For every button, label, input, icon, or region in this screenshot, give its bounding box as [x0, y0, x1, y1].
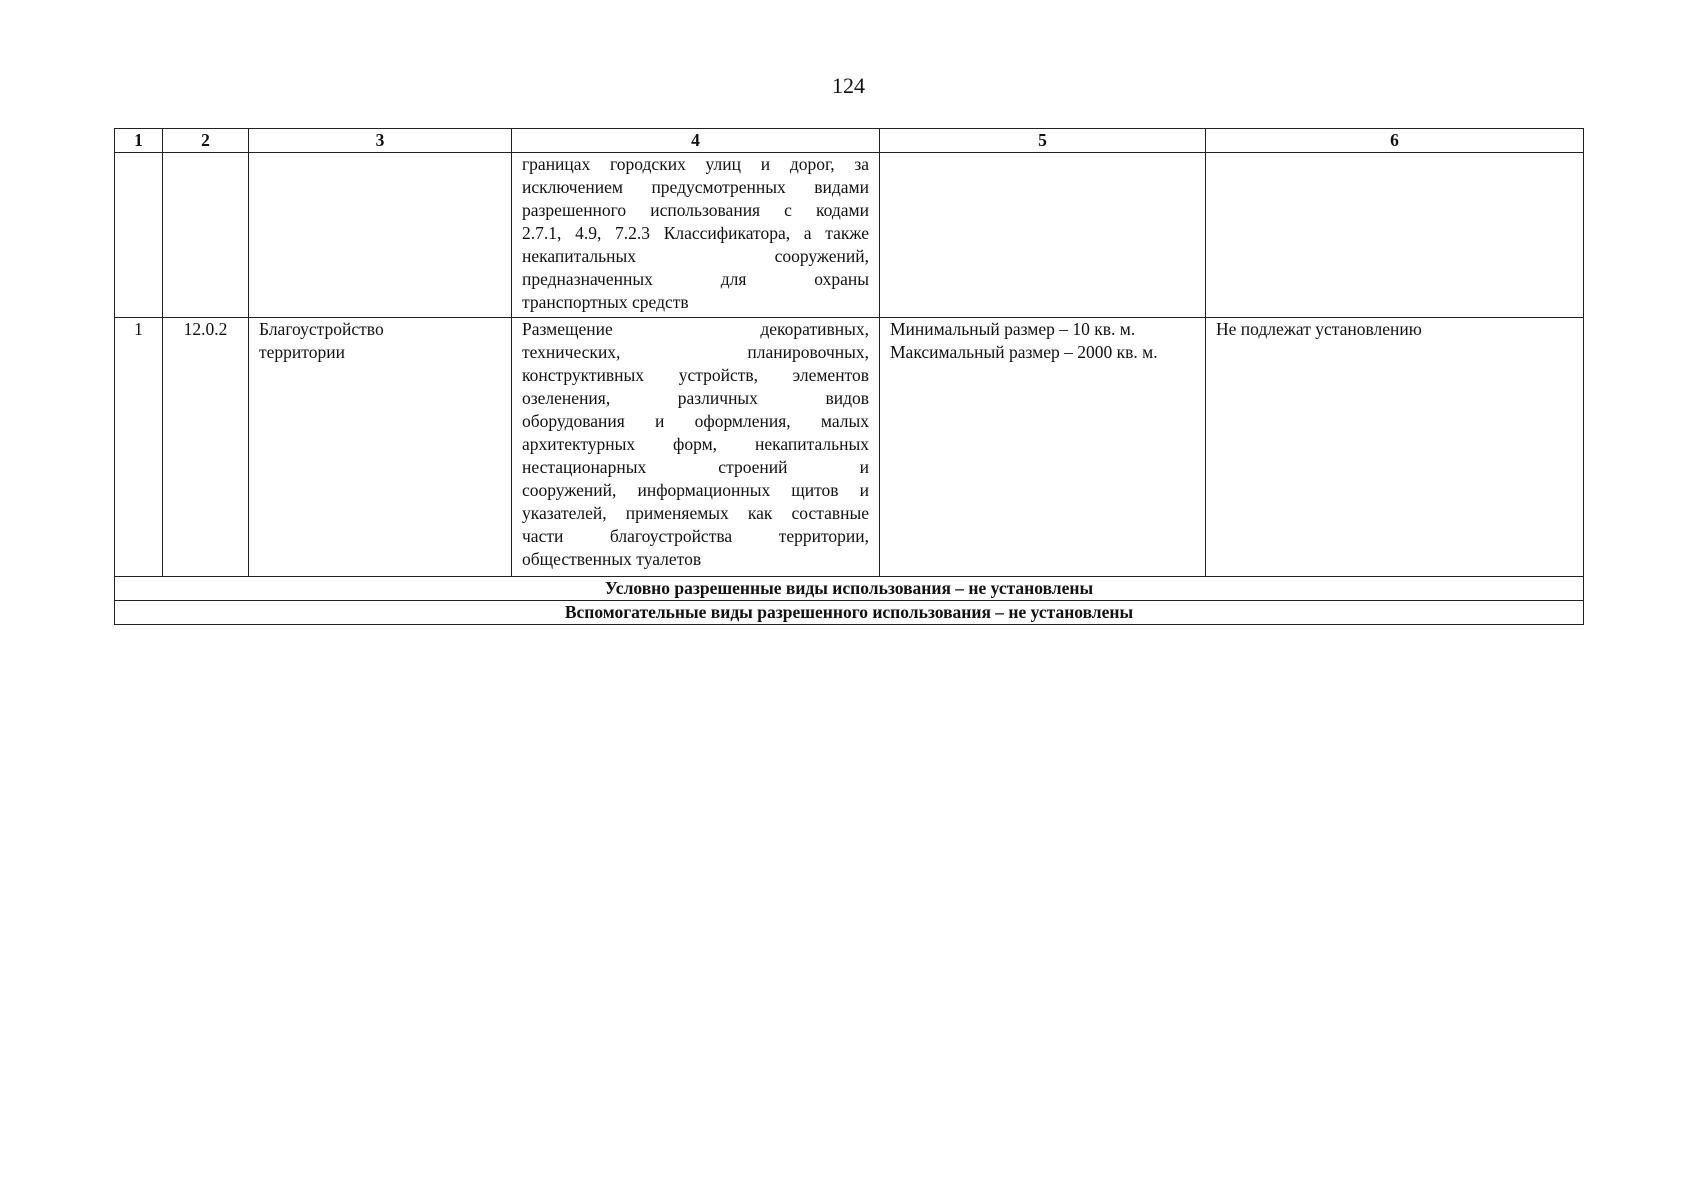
description-line: озеленения, различных видов — [522, 388, 869, 408]
size-line-min: Минимальный размер – 10 кв. м. — [890, 319, 1136, 339]
description-line: некапитальных сооружений, — [522, 246, 869, 266]
header-col-5: 5 — [880, 129, 1206, 153]
row-number-cell — [115, 153, 163, 318]
description-line: сооружений, информационных щитов и — [522, 480, 869, 500]
name-cell — [249, 318, 512, 577]
size-cell — [880, 153, 1206, 318]
conditional-uses-row — [115, 577, 1584, 601]
auxiliary-uses-row — [115, 601, 1584, 625]
description-line: технических, планировочных, — [522, 342, 869, 362]
header-col-6: 6 — [1206, 129, 1584, 153]
row-number-cell: 1 — [115, 318, 163, 577]
description-line: архитектурных форм, некапитальных — [522, 434, 869, 454]
restrictions-cell — [1206, 153, 1584, 318]
header-col-3: 3 — [249, 129, 512, 153]
auxiliary-uses-text: Вспомогательные виды разрешенного использования – не установлены — [115, 601, 1584, 625]
header-col-1: 1 — [115, 129, 163, 153]
description-line: предназначенных для охраны — [522, 269, 869, 289]
header-col-2: 2 — [163, 129, 249, 153]
page-number: 124 — [832, 73, 865, 98]
table-row-main — [115, 318, 1584, 577]
code-cell — [163, 153, 249, 318]
description-line: 2.7.1, 4.9, 7.2.3 Классификатора, а также — [522, 223, 869, 243]
description-line: исключением предусмотренных видами — [522, 177, 869, 197]
description-line: границах городских улиц и дорог, за — [522, 154, 869, 174]
size-cell — [880, 318, 1206, 577]
conditional-uses-text: Условно разрешенные виды использования – не установлены — [115, 577, 1584, 601]
header-row — [115, 129, 1584, 153]
name-cell — [249, 153, 512, 318]
size-line-max: Максимальный размер – 2000 кв. м. — [890, 342, 1158, 362]
description-cell — [512, 318, 880, 577]
table-row-continuation — [115, 153, 1584, 318]
description-line: нестационарных строений и — [522, 457, 869, 477]
description-line: конструктивных устройств, элементов — [522, 365, 869, 385]
description-line: части благоустройства территории, — [522, 526, 869, 546]
description-line: оборудования и оформления, малых — [522, 411, 869, 431]
name-line: Благоустройство — [259, 319, 384, 339]
name-line: территории — [259, 342, 345, 362]
description-line: разрешенного использования с кодами — [522, 200, 869, 220]
description-line: транспортных средств — [522, 292, 689, 312]
description-cell — [512, 153, 880, 318]
description-line: общественных туалетов — [522, 549, 702, 569]
description-line: указателей, применяемых как составные — [522, 503, 869, 523]
restrictions-cell: Не подлежат установлению — [1206, 318, 1584, 577]
land-use-table — [114, 128, 1584, 625]
code-cell: 12.0.2 — [163, 318, 249, 577]
header-col-4: 4 — [512, 129, 880, 153]
description-line: Размещение декоративных, — [522, 319, 869, 339]
